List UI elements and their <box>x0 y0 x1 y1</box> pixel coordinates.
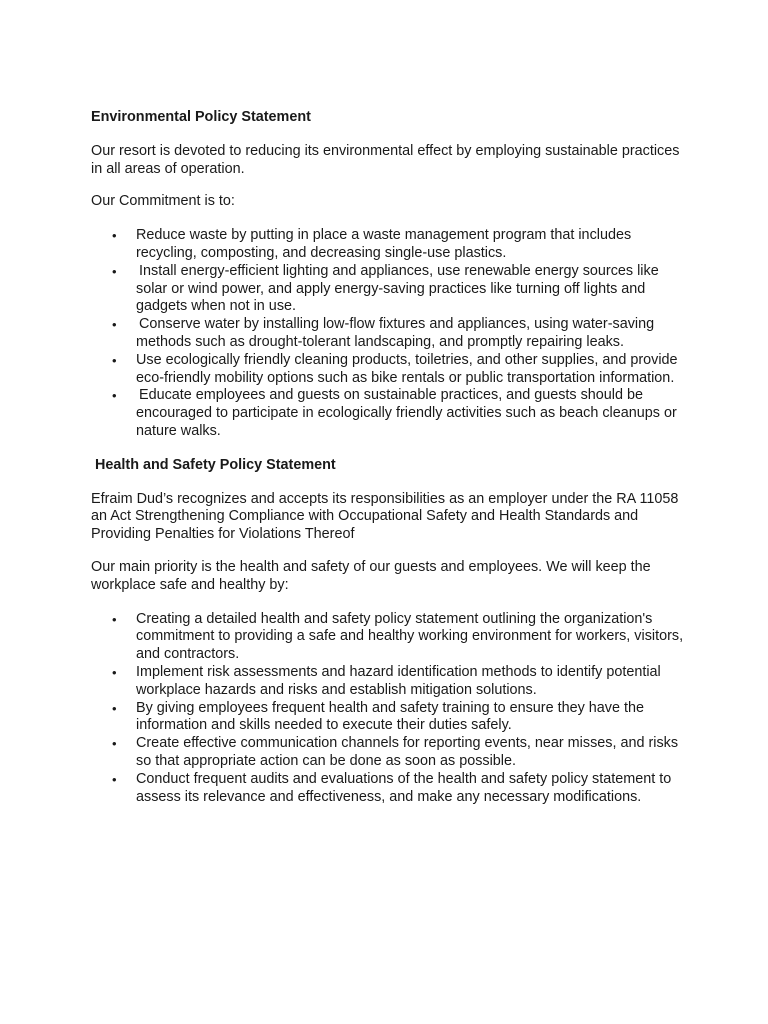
list-item <box>91 227 691 263</box>
bullet-icon: • <box>112 736 117 752</box>
list-item <box>91 316 691 352</box>
list-item <box>91 735 691 771</box>
bullet-icon: • <box>112 317 117 333</box>
environmental-commitment-list <box>91 227 691 441</box>
list-item-text: Conduct frequent audits and evaluations of the health and safety policy statement to assess its relevance and effectiveness, and make any necessary modifications. <box>136 770 672 805</box>
list-item <box>91 700 691 736</box>
list-item-text: Install energy-efficient lighting and appliances, use renewable energy sources like solar or wind power, and apply energy-saving practices like turning off lights and gadgets when not in use. <box>136 262 659 315</box>
health-safety-policy-title: Health and Safety Policy Statement <box>95 456 336 473</box>
bullet-icon: • <box>112 771 117 787</box>
list-item-text: Creating a detailed health and safety policy statement outlining the organization's commitment to providing a safe and healthy working environment for workers, visitors, and contractors. <box>136 610 684 663</box>
health-safety-priority: Our main priority is the health and safety of our guests and employees. We will keep the workplace safe and healthy by: <box>91 558 651 593</box>
document-body <box>91 109 691 806</box>
list-item <box>91 387 691 440</box>
list-item <box>91 664 691 700</box>
bullet-icon: • <box>112 228 117 244</box>
list-item <box>91 263 691 316</box>
environmental-policy-title: Environmental Policy Statement <box>91 109 311 125</box>
list-item-text: Implement risk assessments and hazard identification methods to identify potential workplace hazards and risks and establish mitigation solutions. <box>136 663 661 698</box>
bullet-icon: • <box>112 664 117 680</box>
health-safety-list <box>91 611 691 807</box>
bullet-icon: • <box>112 263 117 279</box>
list-item-text: Use ecologically friendly cleaning products, toiletries, and other supplies, and provide eco-friendly mobility options such as bike rentals or public transportation information. <box>136 351 678 386</box>
environmental-policy-intro: Our resort is devoted to reducing its environmental effect by employing sustainable practices in all areas of operation. <box>91 142 680 177</box>
list-item-text: Reduce waste by putting in place a waste management program that includes recycling, composting, and decreasing single-use plastics. <box>136 227 632 261</box>
bullet-icon: • <box>112 352 117 368</box>
bullet-icon: • <box>112 700 117 716</box>
list-item-text: Educate employees and guests on sustainable practices, and guests should be encouraged to participate in ecologically friendly activities such as beach cleanups or nature walks. <box>136 387 677 439</box>
list-item <box>91 611 691 664</box>
commitment-lead: Our Commitment is to: <box>91 193 235 210</box>
bullet-icon: • <box>112 388 117 404</box>
list-item <box>91 771 691 807</box>
list-item-text: Conserve water by installing low-flow fixtures and appliances, using water-saving methods such as drought-tolerant landscaping, and promptly repairing leaks. <box>136 316 655 350</box>
list-item-text: By giving employees frequent health and safety training to ensure they have the information and skills needed to execute their duties safely. <box>136 699 644 734</box>
list-item <box>91 352 691 388</box>
list-item-text: Create effective communication channels for reporting events, near misses, and risks so that appropriate action can be done as soon as possible. <box>136 735 679 769</box>
health-safety-intro: Efraim Dud’s recognizes and accepts its responsibilities as an employer under the RA 11058 an Act Strengthening Compliance with Occupational Safety and Health Standards and Providing Penalties for Violations Thereof <box>91 490 679 543</box>
bullet-icon: • <box>112 611 117 627</box>
